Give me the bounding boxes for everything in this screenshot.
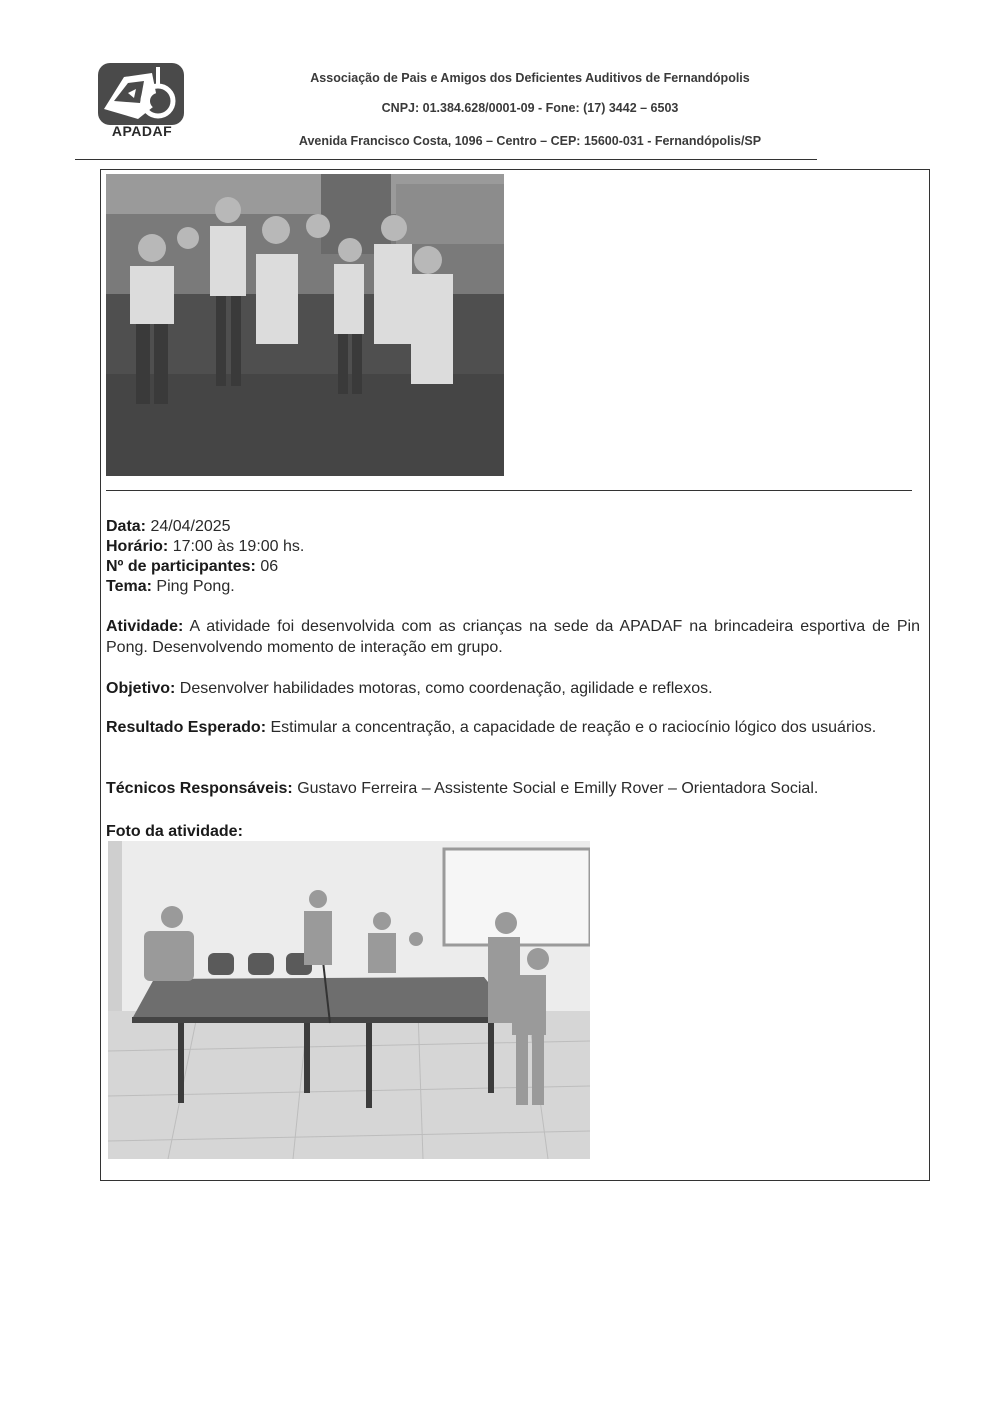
expected-result-paragraph bbox=[106, 717, 920, 738]
address: Avenida Francisco Costa, 1096 – Centro – CEP: 15600-031 - Fernandópolis/SP bbox=[298, 134, 762, 148]
photo-caption: Foto da atividade: bbox=[106, 823, 243, 840]
objective-paragraph bbox=[106, 678, 920, 699]
time-value: 17:00 às 19:00 hs. bbox=[172, 538, 305, 555]
technicians-paragraph bbox=[106, 778, 920, 799]
logo-text: APADAF bbox=[111, 123, 173, 139]
participants-line bbox=[106, 557, 278, 577]
ear-symbol-icon bbox=[98, 63, 184, 125]
theme-value: Ping Pong. bbox=[156, 578, 235, 595]
expected-result-label: Resultado Esperado: bbox=[106, 719, 267, 736]
technicians-label: Técnicos Responsáveis: bbox=[106, 780, 293, 797]
participants-value: 06 bbox=[260, 558, 279, 575]
section-divider bbox=[106, 490, 912, 491]
cnpj-phone: CNPJ: 01.384.628/0001-09 - Fone: (17) 3442 – 6503 bbox=[381, 101, 679, 115]
ping-pong-activity-photo bbox=[108, 841, 590, 1159]
activity-paragraph bbox=[106, 616, 920, 658]
objective-text: Desenvolver habilidades motoras, como coordenação, agilidade e reflexos. bbox=[179, 680, 713, 697]
time-label: Horário: bbox=[106, 538, 169, 555]
theme-line bbox=[106, 577, 235, 597]
activity-text: A atividade foi desenvolvida com as crianças na sede da APADAF na brincadeira esportiva de Pin Pong. Desenvolvendo momento de interação em grupo. bbox=[106, 618, 921, 656]
technicians-text: Gustavo Ferreira – Assistente Social e Emilly Rover – Orientadora Social. bbox=[297, 780, 819, 797]
date-line bbox=[106, 517, 231, 537]
apadaf-logo bbox=[96, 63, 188, 141]
expected-result-text: Estimular a concentração, a capacidade de reação e o raciocínio lógico dos usuários. bbox=[270, 719, 877, 736]
organization-name: Associação de Pais e Amigos dos Deficientes Auditivos de Fernandópolis bbox=[310, 71, 750, 85]
date-label: Data: bbox=[106, 518, 147, 535]
header-divider bbox=[75, 159, 817, 160]
time-line bbox=[106, 537, 304, 557]
activity-label: Atividade: bbox=[106, 618, 184, 635]
date-value: 24/04/2025 bbox=[150, 518, 231, 535]
participants-label: Nº de participantes: bbox=[106, 558, 256, 575]
theme-label: Tema: bbox=[106, 578, 152, 595]
objective-label: Objetivo: bbox=[106, 680, 176, 697]
group-photo bbox=[106, 174, 504, 476]
logo-emblem bbox=[98, 63, 184, 125]
